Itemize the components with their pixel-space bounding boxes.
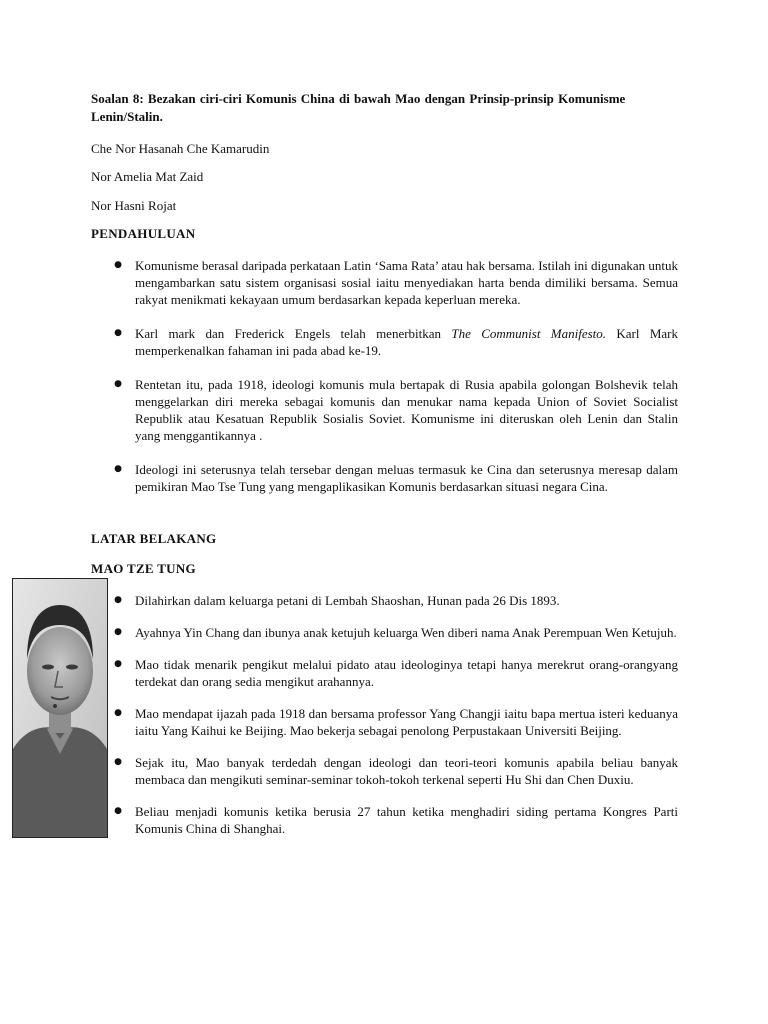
- list-item: [0, 376, 678, 444]
- list-item-text: Ideologi ini seterusnya telah tersebar dengan meluas termasuk ke Cina dan seterusnya meresap dalam pemikiran Mao Tse Tung yang mengaplikasikan Komunis berdasarkan situasi negara Cina.: [135, 462, 678, 494]
- list-item-text: Mao mendapat ijazah pada 1918 dan bersama professor Yang Changji iaitu bapa mertua isteri keduanya iaitu Yang Kaihui ke Beijing. Mao bekerja sebagai penolong Perpustakaan Universiti Beijing.: [135, 706, 678, 738]
- list-item: [0, 754, 678, 788]
- list-item-text: Sejak itu, Mao banyak terdedah dengan ideologi dan teori-teori komunis apabila beliau banyak membaca dan mengikuti seminar-seminar tokoh-tokoh terkenal seperti Hu Shi dan Chen Duxiu.: [135, 755, 678, 787]
- author-3: Nor Hasni Rojat: [91, 198, 177, 213]
- list-item: [0, 656, 678, 690]
- list-item: [0, 461, 678, 495]
- list-item: [0, 592, 678, 609]
- list-item-text: Rentetan itu, pada 1918, ideologi komunis mula bertapak di Rusia apabila golongan Bolshevik telah menggelarkan diri mereka sebagai komunis dan menukar nama kepada Union of Soviet Socialist Republik atau Kesatuan Republik Sosialis Soviet. Komunisme ini diteruskan oleh Lenin dan Stalin yang menggantikannya .: [135, 377, 678, 443]
- bullet-icon: ●: [114, 806, 122, 816]
- list-item-text: Karl mark dan Frederick Engels telah menerbitkan The Communist Manifesto. Karl Mark memperkenalkan fahaman ini pada abad ke-19.: [135, 326, 678, 358]
- bullet-icon: ●: [114, 627, 122, 637]
- bullet-icon: ●: [114, 464, 122, 474]
- author-2: Nor Amelia Mat Zaid: [91, 169, 204, 184]
- list-item-text: Beliau menjadi komunis ketika berusia 27 tahun ketika menghadiri siding pertama Kongres Parti Komunis China di Shanghai.: [135, 804, 678, 836]
- intro-bullet-list: [0, 257, 678, 512]
- list-item: [0, 624, 678, 641]
- bullet-icon: ●: [114, 595, 122, 605]
- question-title: Soalan 8: Bezakan ciri-ciri Komunis China di bawah Mao dengan Prinsip-prinsip Komunisme Lenin/Stalin.: [91, 91, 626, 124]
- bullet-icon: ●: [114, 328, 122, 338]
- list-item-text: Ayahnya Yin Chang dan ibunya anak ketujuh keluarga Wen diberi nama Anak Perempuan Wen Ketujuh.: [135, 625, 677, 640]
- book-title: The Communist Manifesto.: [451, 326, 607, 341]
- list-item-text: Dilahirkan dalam keluarga petani di Lembah Shaoshan, Hunan pada 26 Dis 1893.: [135, 593, 560, 608]
- mao-bullet-list: [0, 592, 678, 852]
- list-item-text: Mao tidak menarik pengikut melalui pidato atau ideologinya tetapi hanya merekrut orang-orangyang terdekat dan orang sedia mengikut arahannya.: [135, 657, 678, 689]
- section-heading-mao: MAO TZE TUNG: [91, 561, 196, 576]
- list-item: [0, 325, 678, 359]
- list-item: [0, 257, 678, 308]
- list-item: [0, 705, 678, 739]
- section-heading-pendahuluan: PENDAHULUAN: [91, 226, 196, 241]
- bullet-icon: ●: [114, 260, 122, 270]
- bullet-icon: ●: [114, 659, 122, 669]
- list-item: [0, 803, 678, 837]
- section-heading-latar-belakang: LATAR BELAKANG: [91, 531, 217, 546]
- author-1: Che Nor Hasanah Che Kamarudin: [91, 141, 270, 156]
- list-item-text: Komunisme berasal daripada perkataan Latin ‘Sama Rata’ atau hak bersama. Istilah ini digunakan untuk mengambarkan satu sistem organisasi sosial iaitu menyediakan harta benda dimiliki bersama. Semua rakyat menikmati kekayaan umum berdasarkan kepada keperluan mereka.: [135, 258, 678, 307]
- bullet-icon: ●: [114, 379, 122, 389]
- bullet-icon: ●: [114, 757, 122, 767]
- bullet-icon: ●: [114, 708, 122, 718]
